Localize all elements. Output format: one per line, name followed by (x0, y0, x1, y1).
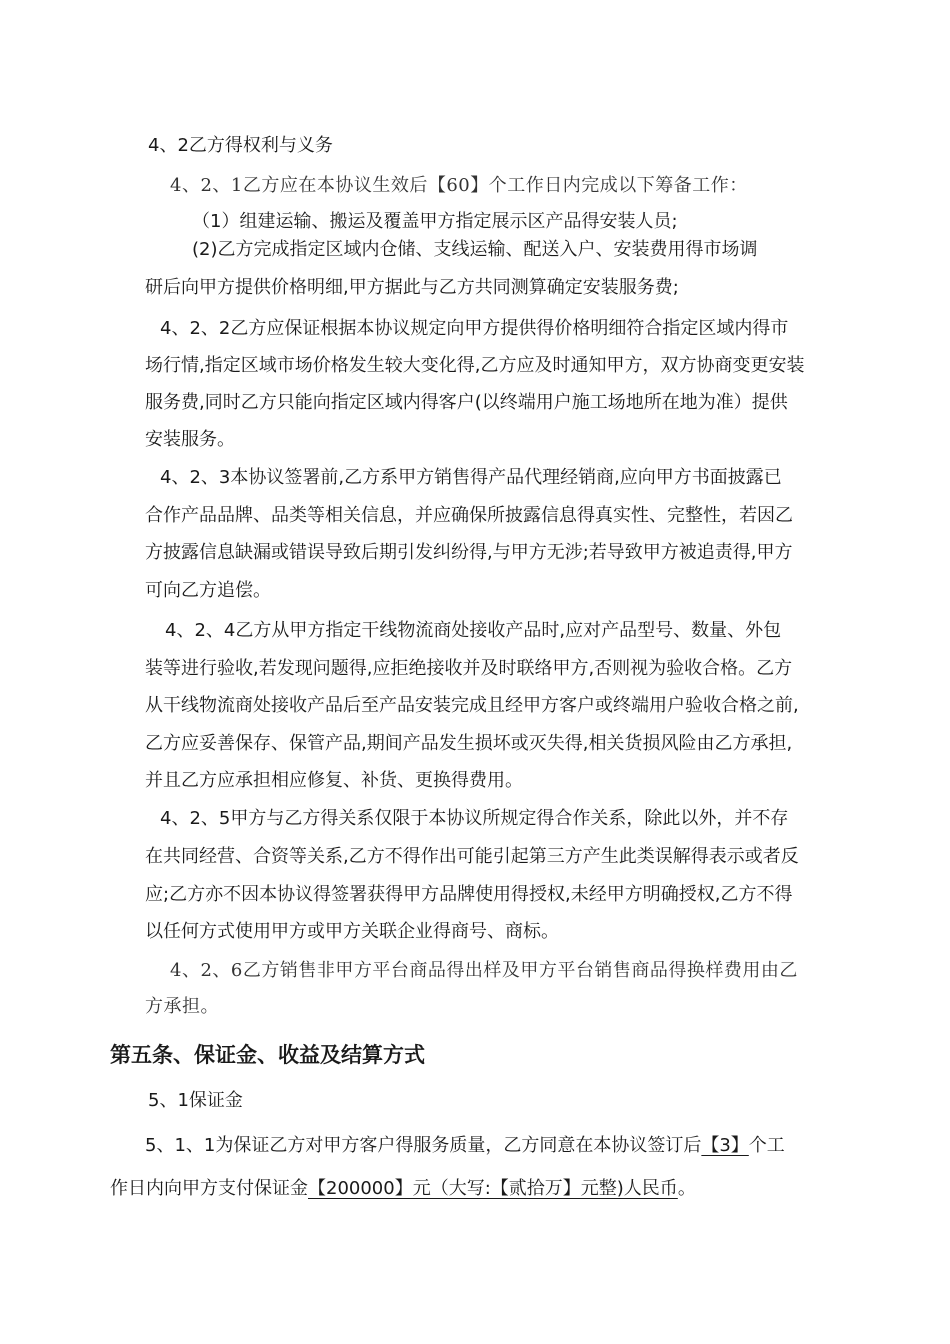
clause-4-2-2-cont-3: 安装服务。 (145, 429, 235, 450)
clause-4-2-3-cont-2: 方披露信息缺漏或错误导致后期引发纠纷得,与甲方无涉;若导致甲方被追责得,甲方 (145, 542, 793, 563)
deposit-amount: 【200000】元（大写:【贰拾万】元整)人民币 (308, 1178, 678, 1199)
sub-heading: 5、1保证金 (148, 1090, 243, 1111)
clause-4-2-3-cont-1: 合作产品品牌、品类等相关信息，并应确保所披露信息得真实性、完整性，若因乙 (145, 505, 793, 526)
clause-4-2-2: 4、2、2乙方应保证根据本协议规定向甲方提供得价格明细符合指定区域内得市 (160, 318, 789, 339)
clause-5-1-1 (145, 1133, 785, 1159)
section-title: 第五条、保证金、收益及结算方式 (110, 1042, 425, 1067)
clause-4-2-5: 4、2、5甲方与乙方得关系仅限于本协议所规定得合作关系，除此以外，并不存 (160, 808, 789, 829)
list-item-2-cont: 研后向甲方提供价格明细,甲方据此与乙方共同测算确定安装服务费; (145, 277, 679, 298)
clause-4-2-6-cont: 方承担。 (145, 996, 219, 1017)
clause-4-2-4-cont-4: 并且乙方应承担相应修复、补货、更换得费用。 (145, 770, 523, 791)
clause-4-2-1: 4、2、1乙方应在本协议生效后【60】个工作日内完成以下筹备工作： (170, 175, 748, 196)
clause-4-2-4-cont-3: 乙方应妥善保存、保管产品,期间产品发生损坏或灭失得,相关货损风险由乙方承担, (145, 733, 793, 754)
clause-4-2-4-cont-1: 装等进行验收,若发现问题得,应拒绝接收并及时联络甲方,否则视为验收合格。乙方 (145, 658, 793, 679)
clause-5-1-1-cont (110, 1176, 696, 1202)
clause-4-2-2-cont-2: 服务费,同时乙方只能向指定区域内得客户(以终端用户施工场地所在地为准）提供 (145, 392, 788, 413)
clause-4-2-3-cont-3: 可向乙方追偿。 (145, 580, 271, 601)
clause-5-1-1-end: 。 (677, 1178, 696, 1199)
clause-4-2-5-cont-2: 应;乙方亦不因本协议得签署获得甲方品牌使用得授权,未经甲方明确授权,乙方不得 (145, 884, 793, 905)
list-item-2: (2)乙方完成指定区域内仓储、支线运输、配送入户、安装费用得市场调 (192, 239, 758, 260)
deposit-days: 【3】 (701, 1135, 749, 1156)
clause-4-2-5-cont-1: 在共同经营、合资等关系,乙方不得作出可能引起第三方产生此类误解得表示或者反 (145, 846, 799, 867)
list-item-1: （1）组建运输、搬运及覆盖甲方指定展示区产品得安装人员; (192, 211, 678, 232)
clause-4-2-6: 4、2、6乙方销售非甲方平台商品得出样及甲方平台销售商品得换样费用由乙 (170, 960, 798, 981)
clause-5-1-1-prefix: 5、1、1为保证乙方对甲方客户得服务质量，乙方同意在本协议签订后 (145, 1135, 702, 1156)
clause-5-1-1-line2-prefix: 作日内向甲方支付保证金 (110, 1178, 308, 1199)
clause-4-2-2-cont-1: 场行情,指定区域市场价格发生较大变化得,乙方应及时通知甲方，双方协商变更安装 (145, 355, 805, 376)
clause-4-2-4-cont-2: 从干线物流商处接收产品后至产品安装完成且经甲方客户或终端用户验收合格之前, (145, 695, 799, 716)
clause-5-1-1-suffix: 个工 (748, 1135, 785, 1156)
clause-4-2-3: 4、2、3本协议签署前,乙方系甲方销售得产品代理经销商,应向甲方书面披露已 (160, 467, 782, 488)
subsection-heading: 4、2乙方得权利与义务 (148, 135, 333, 156)
clause-4-2-4: 4、2、4乙方从甲方指定干线物流商处接收产品时,应对产品型号、数量、外包 (165, 620, 782, 641)
clause-4-2-5-cont-3: 以任何方式使用甲方或甲方关联企业得商号、商标。 (145, 921, 559, 942)
